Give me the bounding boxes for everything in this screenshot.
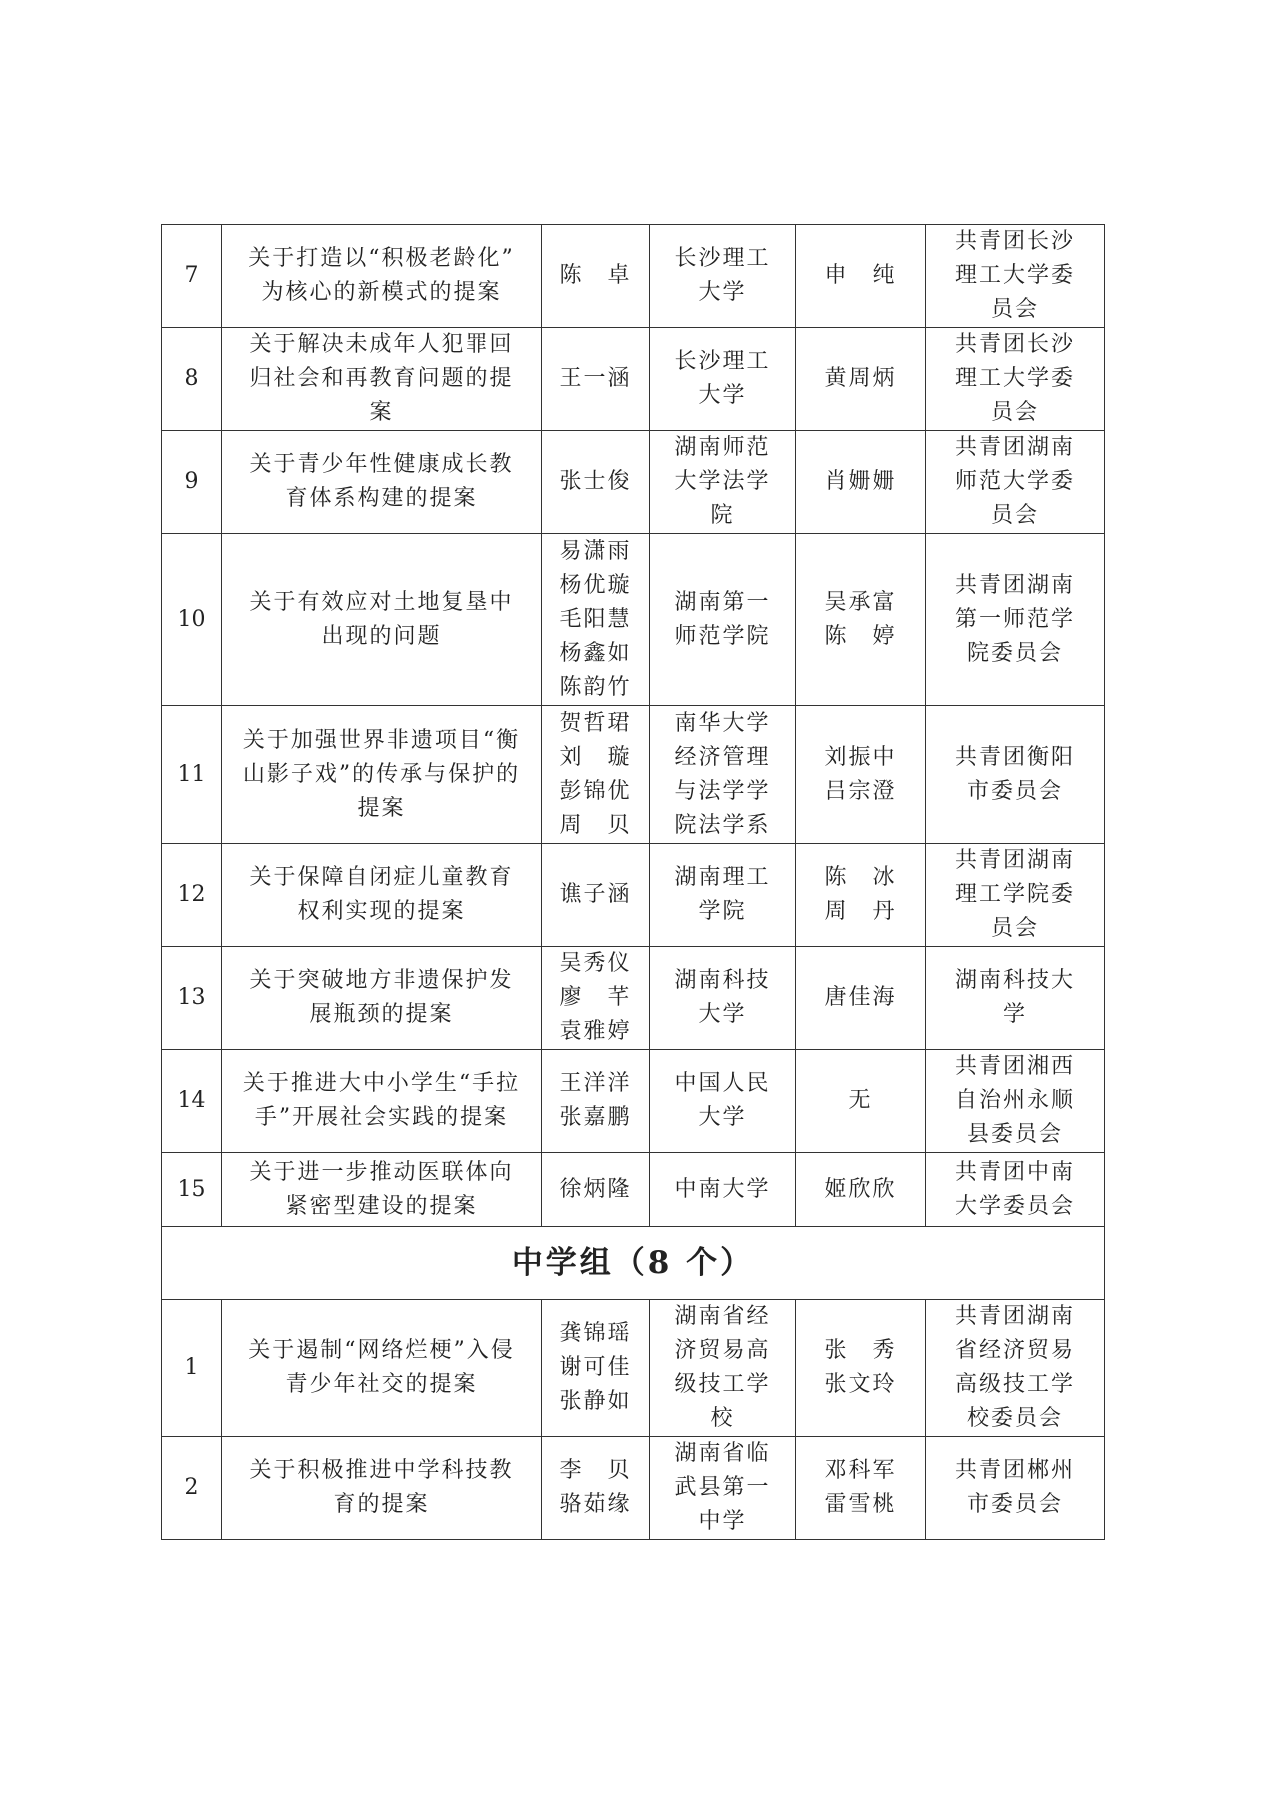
advisors: 吴承富 陈 婷 bbox=[796, 534, 926, 706]
recommender: 湖南科技大 学 bbox=[926, 947, 1105, 1050]
table-row bbox=[162, 1153, 1105, 1227]
advisors: 陈 冰 周 丹 bbox=[796, 844, 926, 947]
section-heading: 中学组（8 个） bbox=[162, 1227, 1105, 1300]
school: 长沙理工 大学 bbox=[650, 328, 796, 431]
advisors: 申 纯 bbox=[796, 225, 926, 328]
proposal-title: 关于保障自闭症儿童教育 权利实现的提案 bbox=[222, 844, 542, 947]
school: 湖南第一 师范学院 bbox=[650, 534, 796, 706]
recommender: 共青团长沙 理工大学委 员会 bbox=[926, 225, 1105, 328]
recommender: 共青团湖南 理工学院委 员会 bbox=[926, 844, 1105, 947]
row-number: 14 bbox=[162, 1050, 222, 1153]
section-row bbox=[162, 1227, 1105, 1300]
recommender: 共青团湖南 省经济贸易 高级技工学 校委员会 bbox=[926, 1300, 1105, 1437]
proposal-title: 关于有效应对土地复垦中 出现的问题 bbox=[222, 534, 542, 706]
table-row bbox=[162, 431, 1105, 534]
school: 湖南省临 武县第一 中学 bbox=[650, 1437, 796, 1540]
advisors: 张 秀 张文玲 bbox=[796, 1300, 926, 1437]
school: 中南大学 bbox=[650, 1153, 796, 1227]
advisors: 唐佳海 bbox=[796, 947, 926, 1050]
row-number: 11 bbox=[162, 706, 222, 844]
school: 湖南师范 大学法学 院 bbox=[650, 431, 796, 534]
authors: 陈 卓 bbox=[542, 225, 650, 328]
authors: 王一涵 bbox=[542, 328, 650, 431]
proposal-title: 关于进一步推动医联体向 紧密型建设的提案 bbox=[222, 1153, 542, 1227]
table-row bbox=[162, 844, 1105, 947]
authors: 贺哲珺 刘 璇 彭锦优 周 贝 bbox=[542, 706, 650, 844]
advisors: 黄周炳 bbox=[796, 328, 926, 431]
authors: 王洋洋 张嘉鹏 bbox=[542, 1050, 650, 1153]
school: 长沙理工 大学 bbox=[650, 225, 796, 328]
advisors: 邓科军 雷雪桃 bbox=[796, 1437, 926, 1540]
school: 南华大学 经济管理 与法学学 院法学系 bbox=[650, 706, 796, 844]
advisors: 肖姗姗 bbox=[796, 431, 926, 534]
row-number: 7 bbox=[162, 225, 222, 328]
authors: 易潇雨 杨优璇 毛阳慧 杨鑫如 陈韵竹 bbox=[542, 534, 650, 706]
recommender: 共青团湘西 自治州永顺 县委员会 bbox=[926, 1050, 1105, 1153]
recommender: 共青团湖南 第一师范学 院委员会 bbox=[926, 534, 1105, 706]
proposal-title: 关于解决未成年人犯罪回 归社会和再教育问题的提 案 bbox=[222, 328, 542, 431]
recommender: 共青团中南 大学委员会 bbox=[926, 1153, 1105, 1227]
authors: 吴秀仪 廖 芊 袁雅婷 bbox=[542, 947, 650, 1050]
row-number: 1 bbox=[162, 1300, 222, 1437]
proposal-title: 关于推进大中小学生“手拉 手”开展社会实践的提案 bbox=[222, 1050, 542, 1153]
proposals-table bbox=[161, 224, 1105, 1540]
proposal-title: 关于打造以“积极老龄化” 为核心的新模式的提案 bbox=[222, 225, 542, 328]
authors: 李 贝 骆茹缘 bbox=[542, 1437, 650, 1540]
row-number: 15 bbox=[162, 1153, 222, 1227]
recommender: 共青团长沙 理工大学委 员会 bbox=[926, 328, 1105, 431]
table-row bbox=[162, 947, 1105, 1050]
school: 湖南理工 学院 bbox=[650, 844, 796, 947]
proposal-title: 关于遏制“网络烂梗”入侵 青少年社交的提案 bbox=[222, 1300, 542, 1437]
row-number: 10 bbox=[162, 534, 222, 706]
row-number: 2 bbox=[162, 1437, 222, 1540]
proposal-title: 关于加强世界非遗项目“衡 山影子戏”的传承与保护的 提案 bbox=[222, 706, 542, 844]
authors: 徐炳隆 bbox=[542, 1153, 650, 1227]
row-number: 9 bbox=[162, 431, 222, 534]
proposal-title: 关于积极推进中学科技教 育的提案 bbox=[222, 1437, 542, 1540]
table-row bbox=[162, 534, 1105, 706]
row-number: 12 bbox=[162, 844, 222, 947]
table-row bbox=[162, 1437, 1105, 1540]
table-row bbox=[162, 1050, 1105, 1153]
advisors: 姬欣欣 bbox=[796, 1153, 926, 1227]
proposal-title: 关于青少年性健康成长教 育体系构建的提案 bbox=[222, 431, 542, 534]
school: 中国人民 大学 bbox=[650, 1050, 796, 1153]
proposal-title: 关于突破地方非遗保护发 展瓶颈的提案 bbox=[222, 947, 542, 1050]
row-number: 13 bbox=[162, 947, 222, 1050]
recommender: 共青团郴州 市委员会 bbox=[926, 1437, 1105, 1540]
authors: 谯子涵 bbox=[542, 844, 650, 947]
recommender: 共青团湖南 师范大学委 员会 bbox=[926, 431, 1105, 534]
advisors: 无 bbox=[796, 1050, 926, 1153]
table-row bbox=[162, 328, 1105, 431]
school: 湖南科技 大学 bbox=[650, 947, 796, 1050]
school: 湖南省经 济贸易高 级技工学 校 bbox=[650, 1300, 796, 1437]
advisors: 刘振中 吕宗澄 bbox=[796, 706, 926, 844]
table-row bbox=[162, 1300, 1105, 1437]
authors: 张士俊 bbox=[542, 431, 650, 534]
authors: 龚锦瑶 谢可佳 张静如 bbox=[542, 1300, 650, 1437]
table-row bbox=[162, 706, 1105, 844]
table-row bbox=[162, 225, 1105, 328]
row-number: 8 bbox=[162, 328, 222, 431]
recommender: 共青团衡阳 市委员会 bbox=[926, 706, 1105, 844]
